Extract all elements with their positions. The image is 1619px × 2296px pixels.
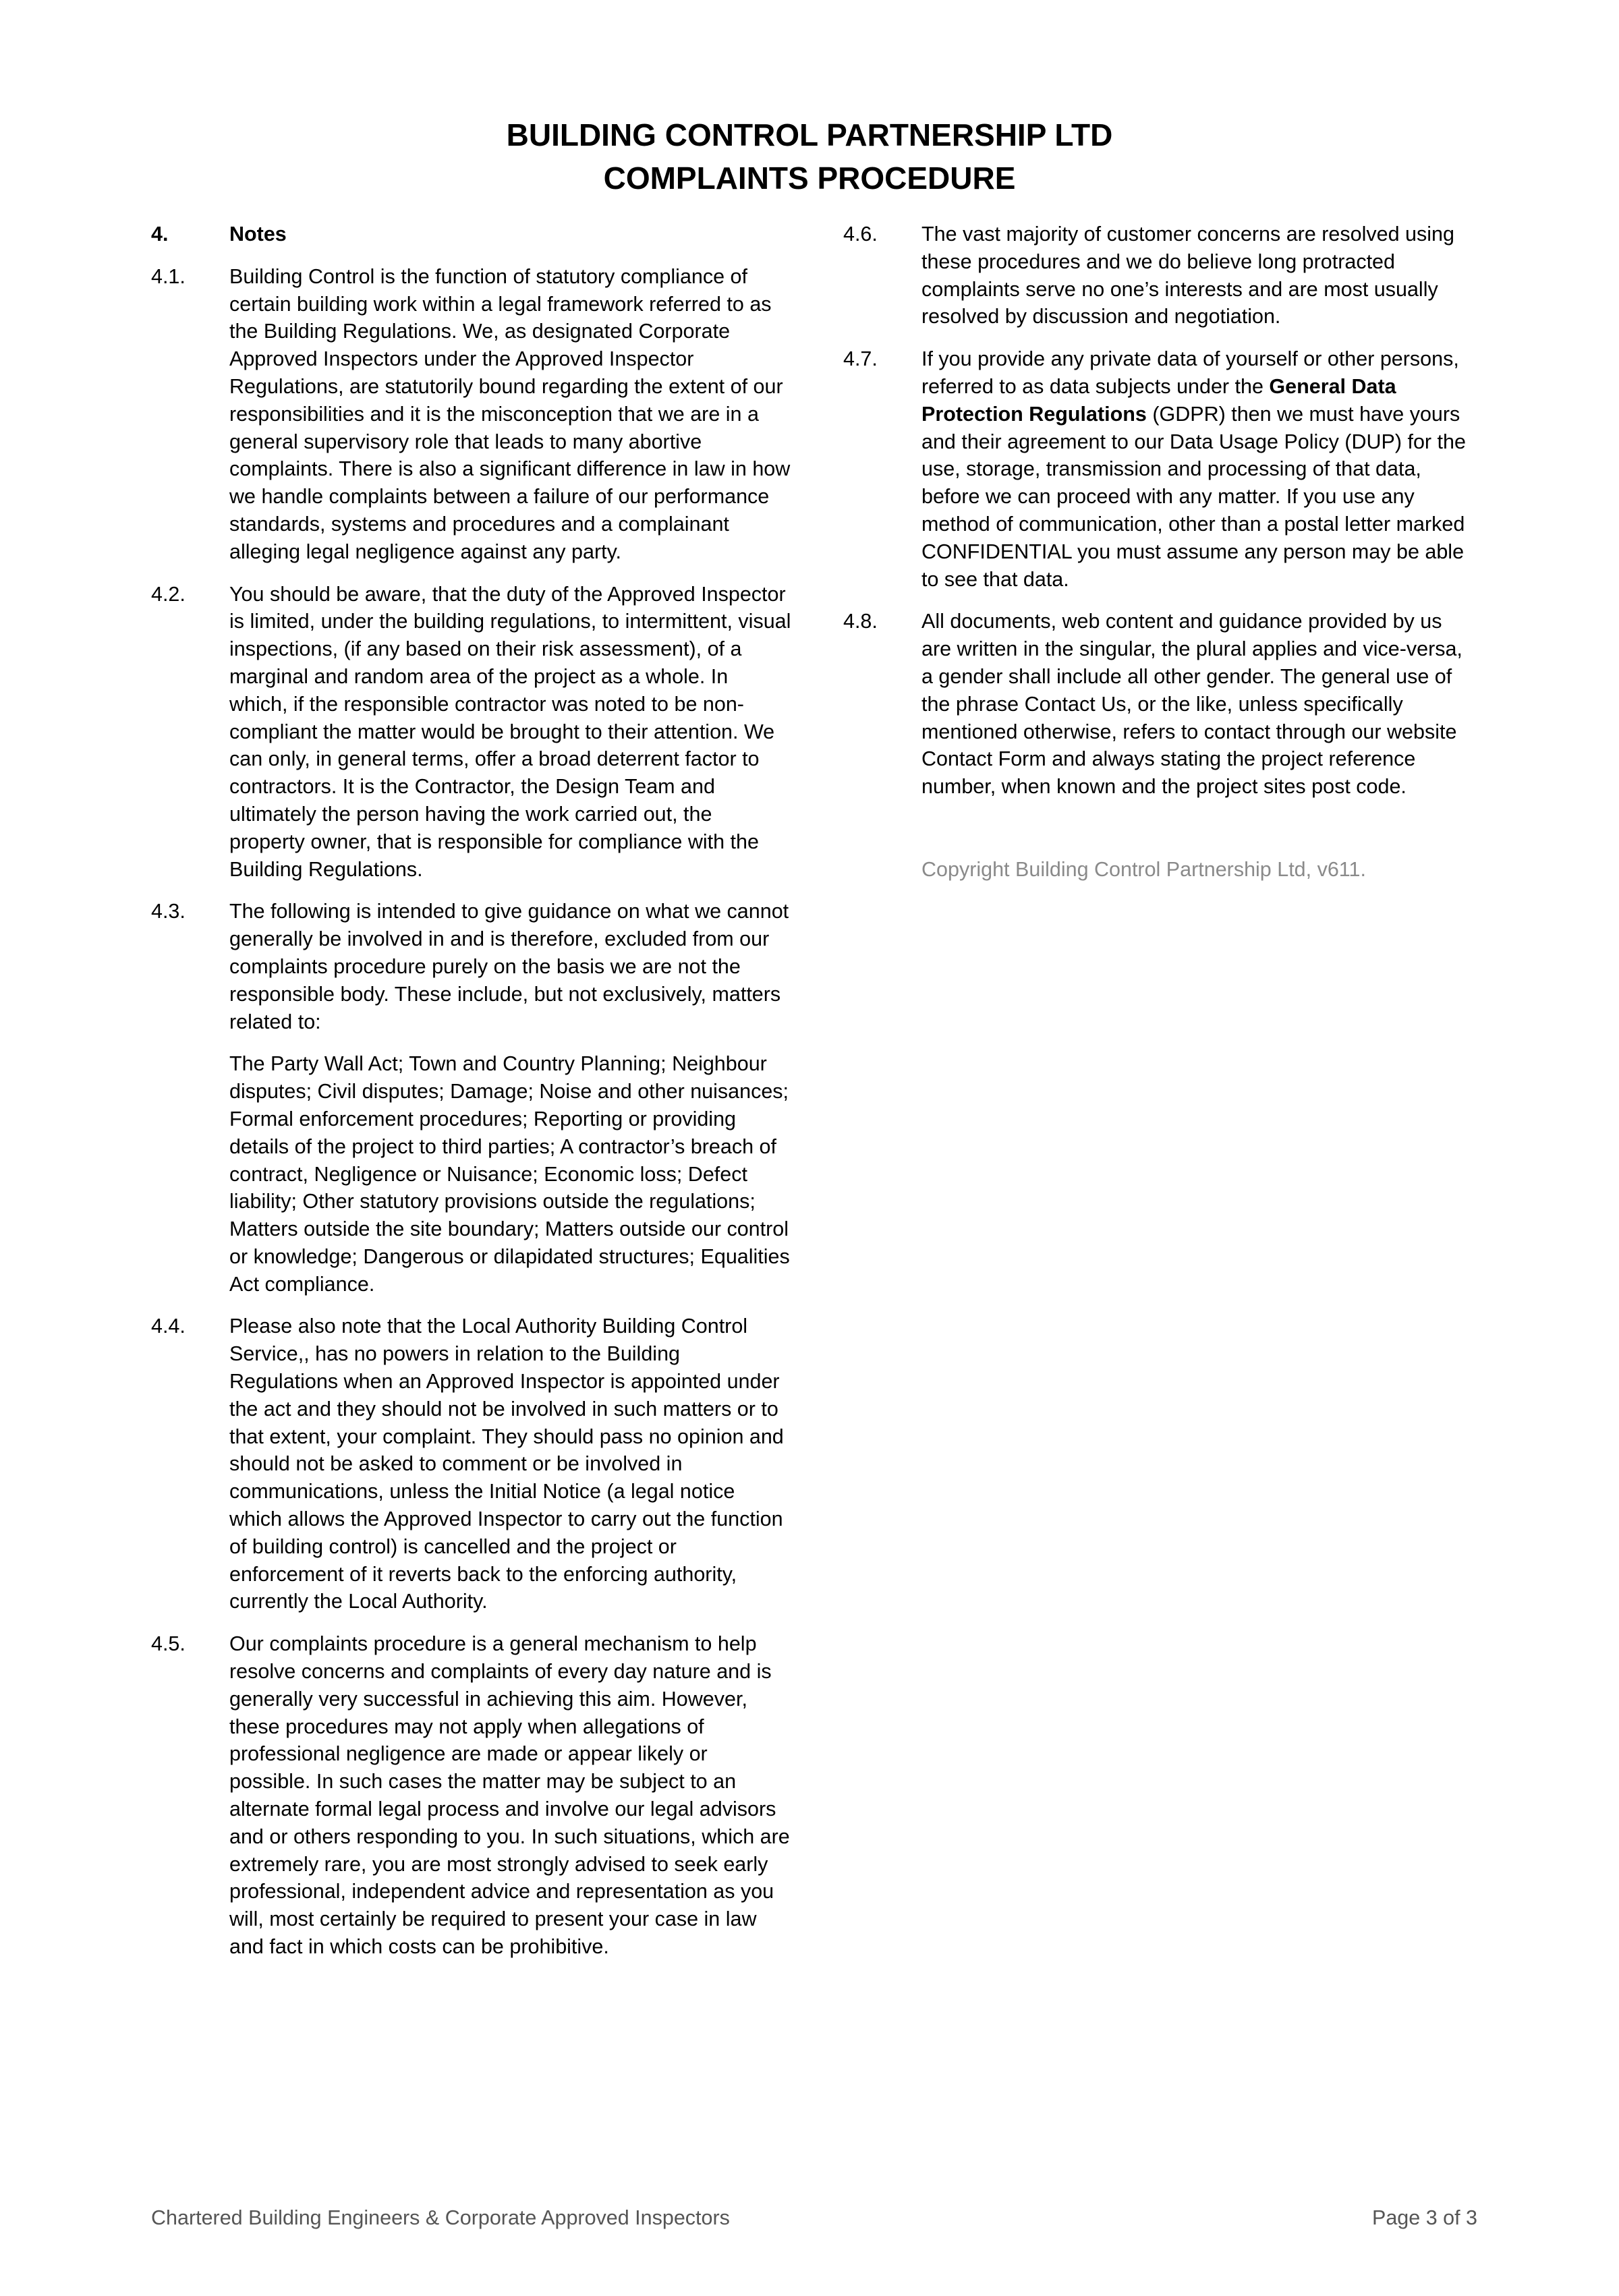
item-number: 4.1. xyxy=(151,264,186,288)
footer-tagline: Chartered Building Engineers & Corporate Approved Inspectors xyxy=(151,2206,730,2229)
document-title xyxy=(0,113,1619,200)
exclusions-list: The Party Wall Act; Town and Country Planning; Neighbour disputes; Civil disputes; Damage; Noise and other nuisances; Formal enforcement procedures; Reporting or providing details of the project to third parties; A contractor’s breach of contract, Negligence or Nuisance; Economic loss; Defect liability; Other statutory provisions outside the regulations; Matters outside the site boundary; Matters outside our control or knowledge; Dangerous or dilapidated structures; Equalities Act compliance. xyxy=(229,1052,790,1296)
item-text: Building Control is the function of statutory compliance of certain building work within a legal framework referred to as the Building Regulations. We, as designated Corporate Approved Inspectors under the Approved Inspector Regulations, are statutorily bound regarding the extent of our responsibilities and it is the misconception that we are in a general supervisory role that leads to many abortive complaints. There is also a significant difference in law in how we handle complaints between a failure of our performance standards, systems and procedures and a complainant alleging legal negligence against any party. xyxy=(229,264,791,563)
item-number: 4.8. xyxy=(843,610,878,633)
item-4-1 xyxy=(151,263,792,566)
item-text: Our complaints procedure is a general mechanism to help resolve concerns and complaints of every day nature and is generally very successful in achieving this aim. However, these procedures may not apply when allegations of professional negligence are made or appear likely or possible. In such cases the matter may be subject to an alternate formal legal process and involve our legal advisors and or others responding to you. In such situations, which are extremely rare, you are most strongly advised to seek early professional, independent advice and representation as you will, most certainly be required to present your case in law and fact in which costs can be prohibitive. xyxy=(229,1632,790,1959)
title-line-1: BUILDING CONTROL PARTNERSHIP LTD xyxy=(506,117,1113,152)
item-4-3 xyxy=(151,898,792,1298)
section-number: 4. xyxy=(151,223,169,246)
item-number: 4.3. xyxy=(151,900,186,923)
item-4-7 xyxy=(843,345,1477,593)
item-text: The vast majority of customer concerns are resolved using these procedures and we do believe long protracted complaints serve no one’s interests and are most usually resolved by discussion and negotiation. xyxy=(921,223,1454,328)
item-text-part-a: If you provide any private data of yourself or other persons, referred to as data subjects under the xyxy=(921,347,1459,398)
item-4-4 xyxy=(151,1313,792,1615)
item-4-5 xyxy=(151,1630,792,1961)
item-number: 4.6. xyxy=(843,223,878,246)
item-body xyxy=(229,898,792,1298)
item-text: The following is intended to give guidance on what we cannot generally be involved in and is therefore, excluded from our complaints procedure purely on the basis we are not the responsible body. These include, but not exclusively, matters related to: xyxy=(229,900,789,1033)
item-number: 4.5. xyxy=(151,1632,186,1656)
left-column xyxy=(151,221,792,1976)
item-text-part-b: (GDPR) then we must have yours and their agreement to our Data Usage Policy (DUP) for the use, storage, transmission and processing of that data, before we can proceed with any matter. If you use any method of communication, other than a postal letter marked CONFIDENTIAL you must assume any person may be able to see that data. xyxy=(921,402,1466,591)
item-text: All documents, web content and guidance provided by us are written in the singular, the plural applies and vice-versa, a gender shall include all other gender. The general use of the phrase Contact Us, or the like, unless specifically mentioned otherwise, refers to contact through our website Contact Form and always stating the project reference number, when known and the project sites post code. xyxy=(921,610,1462,799)
right-column xyxy=(843,221,1477,884)
item-4-8 xyxy=(843,608,1477,801)
item-number: 4.4. xyxy=(151,1315,186,1338)
item-number: 4.2. xyxy=(151,582,186,606)
item-number: 4.7. xyxy=(843,347,878,371)
item-4-6 xyxy=(843,221,1477,331)
item-text xyxy=(921,345,1477,593)
page-number: Page 3 of 3 xyxy=(1371,2206,1477,2229)
item-4-2 xyxy=(151,581,792,884)
title-line-2: COMPLAINTS PROCEDURE xyxy=(603,161,1016,196)
section-heading xyxy=(151,221,792,248)
section-title: Notes xyxy=(229,223,287,246)
item-text: Please also note that the Local Authority Building Control Service,, has no powers in relation to the Building Regulations when an Approved Inspector is appointed under the act and they should not be involved in such matters or to that extent, your complaint. They should pass no opinion and should not be asked to comment or be involved in communications, unless the Initial Notice (a legal notice which allows the Approved Inspector to carry out the function of building control) is cancelled and the project or enforcement of it reverts back to the enforcing authority, currently the Local Authority. xyxy=(229,1315,784,1613)
gdpr-term: General Data Protection Regulations xyxy=(921,374,1396,426)
copyright-notice: Copyright Building Control Partnership Ltd, v611. xyxy=(921,857,1366,881)
item-text: You should be aware, that the duty of the Approved Inspector is limited, under the building regulations, to intermittent, visual inspections, (if any based on their risk assessment), of a marginal and random area of the project as a whole. In which, if the responsible contractor was noted to be non-compliant the matter would be brought to their attention. We can only, in general terms, offer a broad deterrent factor to contractors. It is the Contractor, the Design Team and ultimately the person having the work carried out, the property owner, that is responsible for compliance with the Building Regulations. xyxy=(229,582,791,881)
